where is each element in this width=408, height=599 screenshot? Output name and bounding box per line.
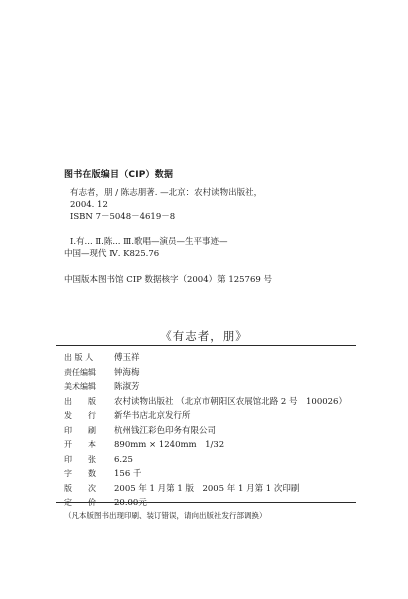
credit-label: 开 本 — [64, 440, 96, 449]
credit-value: 890mm × 1240mm 1/32 — [114, 440, 225, 450]
cip-date-line: 2004. 12 — [70, 200, 108, 210]
cip-isbn-line: ISBN 7－5048－4619－8 — [70, 212, 176, 222]
credit-label: 印 刷 — [64, 425, 96, 435]
credit-value: 傅玉祥 — [114, 353, 140, 363]
credit-label: 出 版 人 — [64, 353, 94, 362]
credit-label: 定 价 — [64, 498, 96, 507]
book-title: 《有志者，朋》 — [160, 329, 248, 343]
credit-row-editor — [64, 366, 364, 381]
credit-label: 发 行 — [64, 411, 96, 420]
replacement-note: （凡本版图书出现印刷、装订错误，请向出版社发行部调换） — [64, 511, 267, 520]
credit-value: 农村读物出版社 （北京市朝阳区农展馆北路 2 号 100026） — [114, 396, 347, 407]
credit-label: 字 数 — [64, 469, 96, 478]
credit-row-publisher-person — [64, 351, 364, 366]
credit-value: 钟海梅 — [114, 367, 140, 378]
credit-row-art-editor — [64, 380, 364, 395]
credit-row-price — [64, 496, 364, 511]
credit-row-sheets — [64, 453, 364, 468]
credit-row-distribution — [64, 409, 364, 424]
cip-subject-line-1: Ⅰ.有... Ⅱ.陈... Ⅲ.歌唱—演员—生平事迹— — [70, 237, 228, 247]
credit-value: 156 千 — [114, 469, 142, 479]
credit-label: 美术编辑 — [64, 382, 96, 391]
credit-row-printer — [64, 424, 364, 439]
credit-row-format — [64, 438, 364, 453]
credit-label: 印 张 — [64, 454, 96, 464]
cip-heading: 图书在版编目（CIP）数据 — [64, 170, 174, 180]
credit-label: 责任编辑 — [64, 367, 96, 377]
credit-label: 版 次 — [64, 483, 96, 493]
cip-library-line: 中国版本图书馆 CIP 数据核字（2004）第 125769 号 — [64, 275, 272, 285]
credit-row-word-count — [64, 467, 364, 482]
credit-value: 6.25 — [114, 454, 133, 465]
credit-value: 2005 年 1 月第 1 版 2005 年 1 月第 1 次印刷 — [114, 483, 300, 494]
bottom-rule — [56, 502, 356, 503]
credit-row-edition — [64, 482, 364, 497]
cip-subject-line-2: 中国—现代 Ⅳ. K825.76 — [64, 249, 160, 259]
cip-title-line: 有志者，朋 / 陈志朋著. —北京：农村读物出版社， — [70, 188, 263, 198]
credit-value: 20.00元 — [114, 498, 147, 508]
credit-row-publisher — [64, 395, 364, 410]
credit-label: 出 版 — [64, 396, 96, 406]
credit-value: 新华书店北京发行所 — [114, 411, 191, 421]
top-rule — [56, 345, 356, 346]
credits-table — [64, 351, 364, 511]
credit-value: 陈淑芳 — [114, 382, 140, 392]
credit-value: 杭州钱江彩色印务有限公司 — [114, 425, 217, 436]
